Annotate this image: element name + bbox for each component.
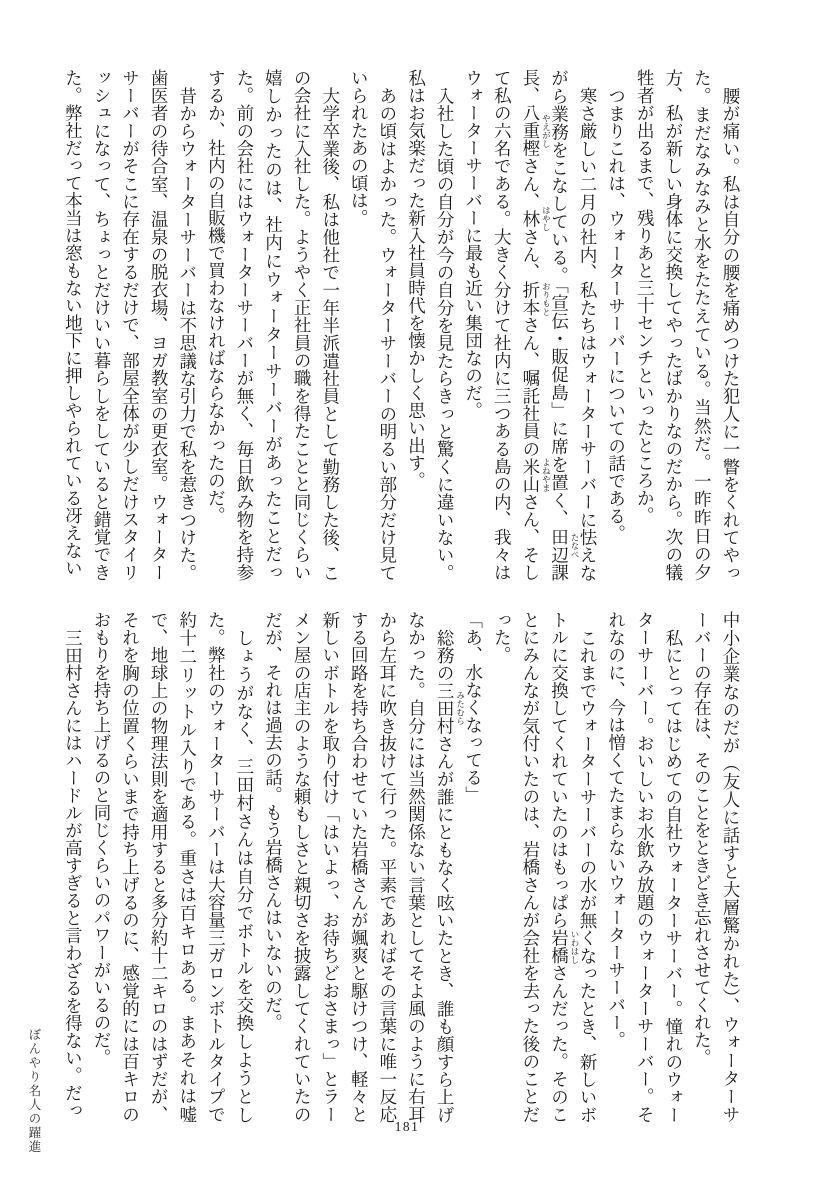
ruby-annotated-name: 三田村 みたむら (435, 681, 466, 735)
paragraph: 昔からウォーターサーバーは不思議な引力で私を惹きつけた。歯医者の待合室、温泉の脱衣場、ヨガ教室の更衣室。ウォーターサーバーがそこに存在するだけで、部屋全体が少しだけスタイリッシュになって、ちょっとだけいい暮らしをしていると錯覚できた。弊社だって本当は窓もない地下に押しやられている冴えない (63, 69, 198, 581)
ruby-annotated-name: 八重樫 やえがし (520, 104, 552, 158)
paragraph: これまでウォーターサーバーの水が無くなったとき、新しいボトルに交換してくれていたのはもっぱら岩橋 いわはし さんだった。そのことにみんなが気付いたのは、岩橋さんが会社を去った後のことだった。 (492, 611, 599, 1123)
paragraph: 総務の三田村 みたむら さんが誰にともなく呟いたとき、誰も顔すら上げなかった。自分には当然関係ない言葉としてそよ風のように右耳から左耳に吹き抜けて行った。平素であればその言葉に唯一反応する回路を持ち合わせていた岩橋さんが颯爽と駆けつけ、軽々と新しいボトルを取り付け「はいよっ、お待ちどおさまっ」とラーメン屋の店主のような頼もしさと親切さを披露してくれていたのだが、それは過去の話。もう岩橋さんはいないのだ。 (263, 611, 466, 1123)
page-number: 181 (394, 1119, 420, 1134)
paragraph: 入社した頃の自分が今の自分を見たらきっと驚くに違いない。私はお気楽だった新入社員時代を懐かしく思い出す。 (406, 69, 456, 581)
paragraph: 腰が痛い。私は自分の腰を痛めつけた犯人に一瞥をくれてやった。まだなみなみと水をたたえている。当然だ。一昨昨日の夕方、私が新しい身体に交換してやったばかりなのだから。次の犠牲者が出るまで、残りあと三十センチといったところか。 (635, 69, 741, 581)
paragraph: 三田村さんにはハードルが高すぎると言わざるを得ない。だっ (63, 628, 84, 1119)
ruby-annotated-name: 米山 よねやま (520, 457, 552, 493)
text-block-lower (57, 611, 745, 1123)
ruby-annotated-name: 田辺 たなべ (549, 527, 580, 564)
paragraph: 中小企業なのだが（友人に話すと大層驚かれた）、ウォーターサーバーの存在は、そのことをときどき忘れさせてくれた。 (692, 611, 741, 1123)
paragraph: あの頃はよかった。ウォーターサーバーの明るい部分だけ見ていられたあの頃は。 (349, 69, 398, 581)
paragraph: 私にとってはじめての自社ウォーターサーバー。憧れのウォーターサーバー。おいしいお水飲み放題のウォーターサーバー。それなのに、今は憎くてたまらないウォーターサーバー。 (606, 611, 684, 1123)
paragraph: 大学卒業後、私は他社で一年半派遣社員として勤務した後、この会社に入社した。ようやく正社員の職を得たことと同じくらい嬉しかったのは、社内にウォーターサーバーがあったことだった。前の会社にはウォーターサーバーが無く、毎日飲み物を持参するか、社内の自販機で買わなければならなかったのだ。 (206, 69, 341, 581)
running-title: ぼんやり名人の躍進 (27, 1028, 41, 1154)
text-block-upper (57, 69, 745, 581)
ruby-annotated-name: 折本 おりもと (520, 280, 552, 317)
paragraph: 寒さ厳しい二月の社内、私たちはウォーターサーバーに怯えながら業務をこなしている。「宣伝・販促島」に席を置く、田辺 たなべ 課長、八重樫 やえがし さん、林 はやし さん、折本 おりもと さん、嘱託社員の米山 よねやま さん、そして私の六名である。大きく分けて社内に三つある島の内、我々はウォーターサーバーに最も近い集団なのだ。 (463, 69, 599, 581)
paragraph: つまりこれは、ウォーターサーバーについての話である。 (606, 86, 627, 542)
paragraph: しょうがなく、三田村さんは自分でボトルを交換しようとした。弊社のウォーターサーバーは大容量三ガロンボトルタイプで約十二リットル入りである。重さは百キロある。まあそれは嘘で、地球上の物理法則を適用すると多分約十二キロのはずだが、それを胸の位置くらいまで持ち上げるのに、感覚的には百キロのおもりを持ち上げるのと同じくらいのパワーがいるのだ。 (91, 611, 255, 1123)
ruby-annotated-name: 林 はやし (520, 206, 552, 232)
ruby-annotated-name: 岩橋 いわはし (549, 928, 580, 965)
paragraph: 「あ、水なくなってる」 (463, 611, 484, 804)
